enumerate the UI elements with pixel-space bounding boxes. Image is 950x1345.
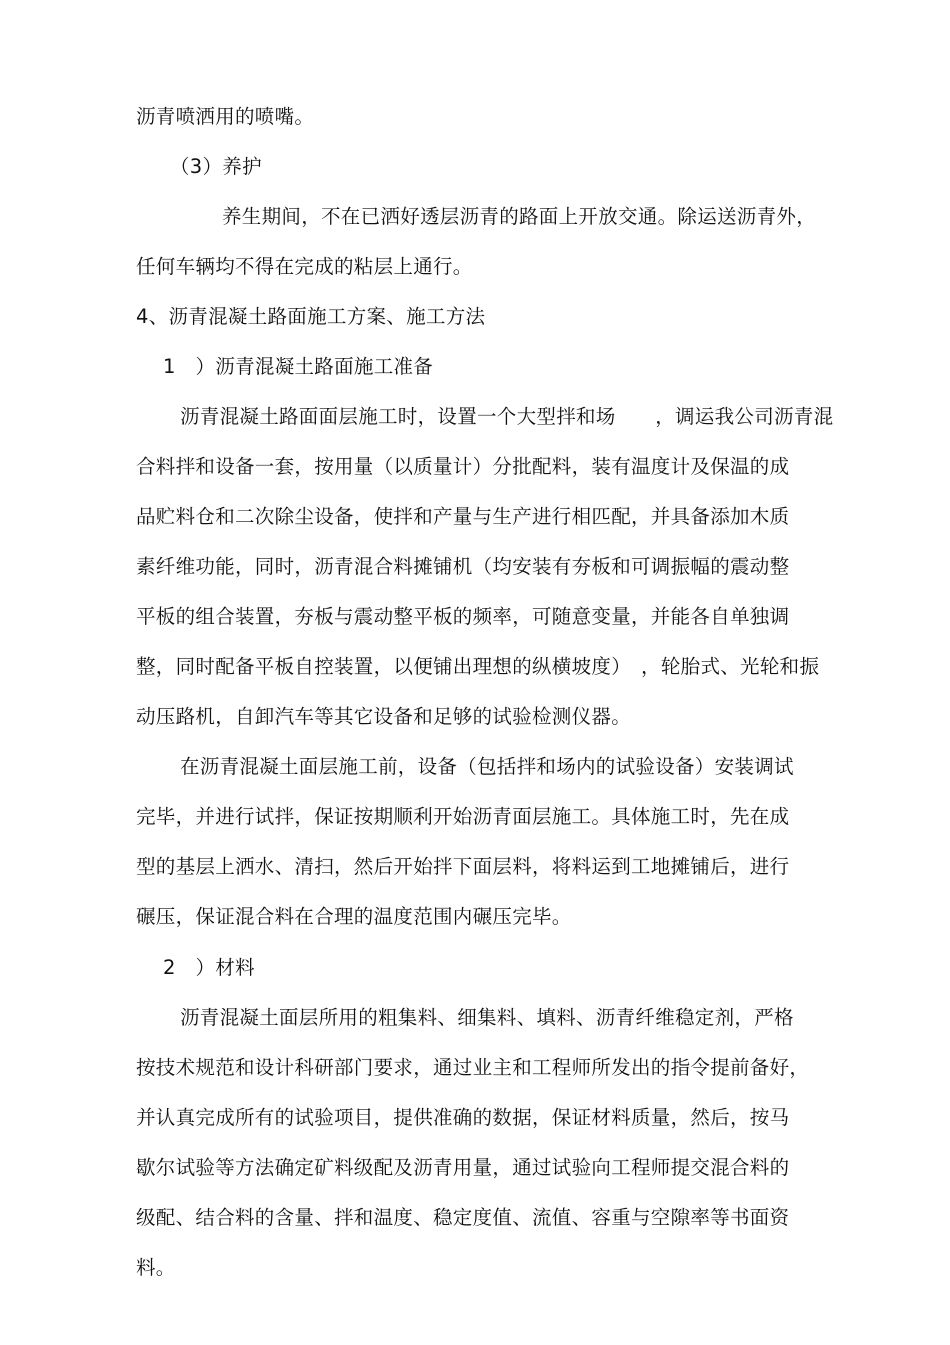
text-line: 平板的组合装置，夯板与震动整平板的频率，可随意变量，并能各自单独调 — [136, 605, 790, 628]
text-line: 合料拌和设备一套，按用量（以质量计）分批配料，装有温度计及保温的成 — [136, 455, 790, 478]
text-line: 型的基层上洒水、清扫，然后开始拌下面层料，将料运到工地摊铺后，进行 — [136, 855, 790, 878]
text-line: 动压路机，自卸汽车等其它设备和足够的试验检测仪器。 — [136, 705, 632, 728]
text-line: 级配、结合料的含量、拌和温度、稳定度值、流值、容重与空隙率等书面资 — [136, 1206, 790, 1229]
section-heading: 4、沥青混凝土路面施工方案、施工方法 — [136, 305, 486, 328]
text-line: 任何车辆均不得在完成的粘层上通行。 — [136, 255, 473, 278]
text-line: 在沥青混凝土面层施工前，设备（包括拌和场内的试验设备）安装调试 — [180, 755, 794, 778]
text-line: 按技术规范和设计科研部门要求，通过业主和工程师所发出的指令提前备好， — [136, 1056, 810, 1079]
text-line: 料。 — [136, 1256, 176, 1279]
text-line: 碾压，保证混合料在合理的温度范围内碾压完毕。 — [136, 905, 572, 928]
text-line: 品贮料仓和二次除尘设备，使拌和产量与生产进行相匹配，并具备添加木质 — [136, 505, 790, 528]
text-line: 并认真完成所有的试验项目，提供准确的数据，保证材料质量，然后，按马 — [136, 1106, 790, 1129]
text-line: 歇尔试验等方法确定矿料级配及沥青用量，通过试验向工程师提交混合料的 — [136, 1156, 790, 1179]
text-line: 沥青喷洒用的喷嘴。 — [136, 105, 315, 128]
text-line: 完毕，并进行试拌，保证按期顺利开始沥青面层施工。具体施工时，先在成 — [136, 805, 790, 828]
text-line: 沥青混凝土路面面层施工时，设置一个大型拌和场 ，调运我公司沥青混 — [180, 405, 834, 428]
subsection-heading: 1 ）沥青混凝土路面施工准备 — [163, 355, 434, 378]
text-line: 整，同时配备平板自控装置，以便铺出理想的纵横坡度） ，轮胎式、光轮和振 — [136, 655, 820, 678]
text-line: 养生期间，不在已洒好透层沥青的路面上开放交通。除运送沥青外， — [222, 205, 817, 228]
subsection-heading: 2 ）材料 — [163, 956, 255, 979]
text-line: 沥青混凝土面层所用的粗集料、细集料、填料、沥青纤维稳定剂，严格 — [180, 1006, 794, 1029]
subsection-heading: （3）养护 — [170, 155, 262, 178]
text-line: 素纤维功能，同时，沥青混合料摊铺机（均安装有夯板和可调振幅的震动整 — [136, 555, 790, 578]
